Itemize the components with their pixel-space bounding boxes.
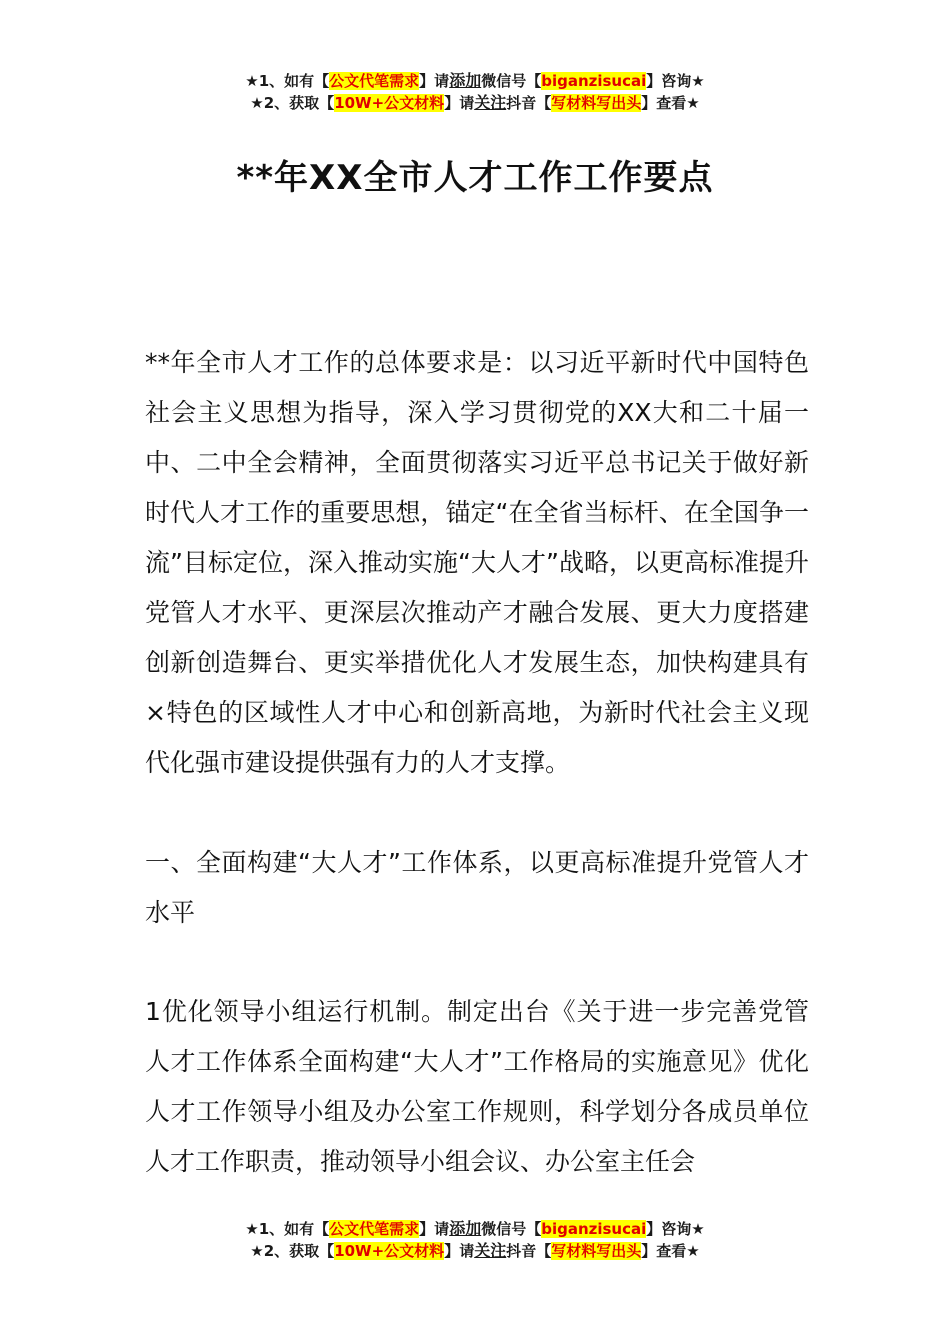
promo-line-2: [0, 1240, 950, 1262]
promo-emphasis: 添加: [449, 71, 482, 90]
top-promo-banner: [0, 70, 950, 114]
promo-line-2: [0, 92, 950, 114]
promo-highlight: biganzisucai: [541, 72, 647, 90]
promo-highlight: 10W+公文材料: [334, 94, 445, 112]
promo-highlight: 公文代笔需求: [329, 1220, 420, 1238]
promo-text: 】请: [419, 72, 450, 90]
body-paragraph-intro: **年全市人才工作的总体要求是：以习近平新时代中国特色社会主义思想为指导，深入学习贯彻党的XX大和二十届一中、二中全会精神，全面贯彻落实习近平总书记关于做好新时代人才工作的重要思想，锚定“在全省当标杆、在全国争一流”目标定位，深入推动实施“大人才”战略，以更高标准提升党管人才水平、更深层次推动产才融合发展、更大力度搭建创新创造舞台、更实举措优化人才发展生态，加快构建具有×特色的区域性人才中心和创新高地，为新时代社会主义现代化强市建设提供强有力的人才支撑。: [145, 348, 809, 777]
promo-text: ★2、获取【: [250, 94, 335, 112]
promo-emphasis: 添加: [449, 1219, 482, 1238]
section-heading-1: 一、全面构建“大人才”工作体系，以更高标准提升党管人才水平: [145, 848, 809, 927]
document-title: **年XX全市人才工作工作要点: [236, 158, 714, 198]
promo-text: 】咨询★: [646, 72, 705, 90]
body-paragraph-1: 1优化领导小组运行机制。制定出台《关于进一步完善党管人才工作体系全面构建“大人才”工作格局的实施意见》优化人才工作领导小组及办公室工作规则，科学划分各成员单位人才工作职责，推动领导小组会议、办公室主任会: [145, 997, 809, 1176]
promo-text: ★2、获取【: [250, 1242, 335, 1260]
promo-highlight: biganzisucai: [541, 1220, 647, 1238]
promo-text: 】查看★: [641, 94, 700, 112]
promo-text: 】请: [419, 1220, 450, 1238]
bottom-promo-banner: [0, 1218, 950, 1262]
promo-highlight: 公文代笔需求: [329, 72, 420, 90]
promo-emphasis: 关注: [474, 1241, 507, 1260]
promo-text: 抖音【: [506, 94, 552, 112]
promo-text: 微信号【: [481, 1220, 542, 1238]
promo-highlight: 10W+公文材料: [334, 1242, 445, 1260]
promo-text: 微信号【: [481, 72, 542, 90]
promo-line-1: [0, 70, 950, 92]
promo-highlight: 写材料写出头: [551, 1242, 642, 1260]
promo-text: 】查看★: [641, 1242, 700, 1260]
promo-text: 】咨询★: [646, 1220, 705, 1238]
promo-text: 抖音【: [506, 1242, 552, 1260]
promo-emphasis: 关注: [474, 93, 507, 112]
promo-text: ★1、如有【: [245, 1220, 330, 1238]
promo-line-1: [0, 1218, 950, 1240]
promo-text: 】请: [444, 1242, 475, 1260]
promo-text: 】请: [444, 94, 475, 112]
promo-text: ★1、如有【: [245, 72, 330, 90]
promo-highlight: 写材料写出头: [551, 94, 642, 112]
